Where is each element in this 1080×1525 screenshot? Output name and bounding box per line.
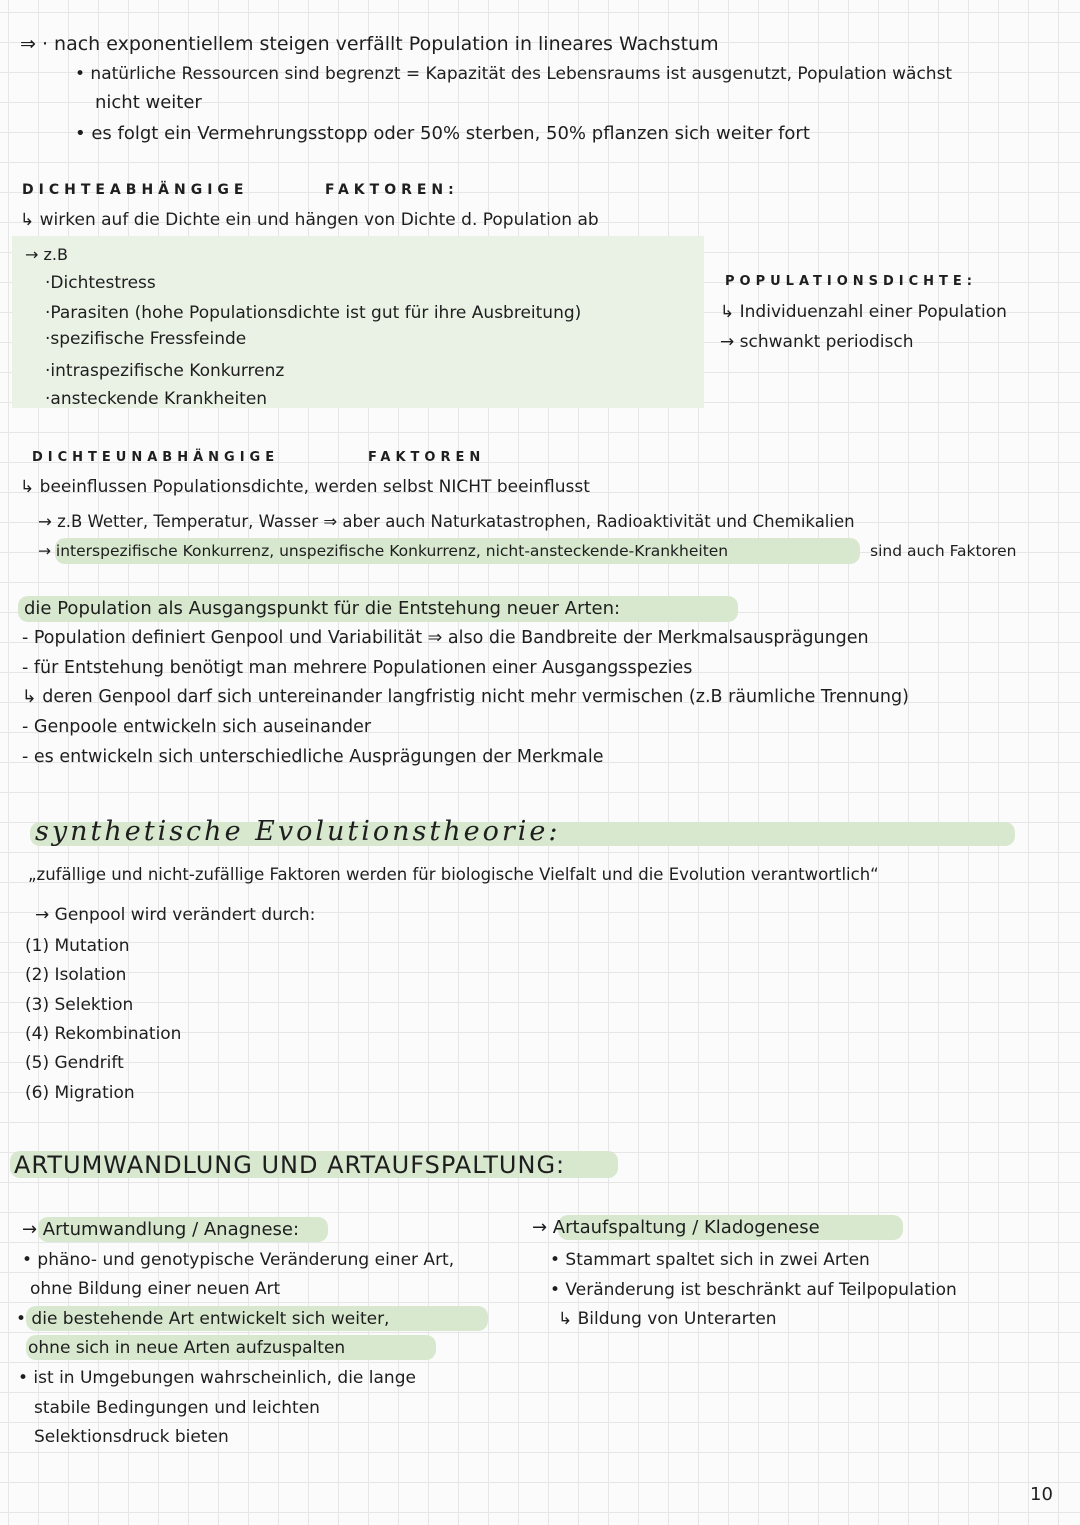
anagnese-line: Selektionsdruck bieten bbox=[34, 1427, 229, 1447]
kladogenese-line: • Veränderung ist beschränkt auf Teilpopulation bbox=[550, 1280, 957, 1300]
synthetisch-intro: → Genpool wird verändert durch: bbox=[35, 905, 316, 925]
artentstehung-line: ↳ deren Genpool darf sich untereinander langfristig nicht mehr vermischen (z.B räumliche Trennung) bbox=[22, 687, 909, 707]
artentstehung-line: - Genpoole entwickeln sich auseinander bbox=[22, 717, 372, 737]
dichteabhaengig-item: ·ansteckende Krankheiten bbox=[45, 389, 268, 409]
synthetisch-factor: (6) Migration bbox=[25, 1083, 135, 1103]
dichteabhaengig-item: ·Dichtestress bbox=[45, 273, 156, 293]
synthetisch-factor: (2) Isolation bbox=[25, 965, 127, 985]
dichteabhaengig-title-b: FAKTOREN: bbox=[325, 182, 459, 198]
populationsdichte-title: POPULATIONSDICHTE: bbox=[725, 274, 977, 289]
anagnese-title: → Artumwandlung / Anagnese: bbox=[22, 1219, 300, 1240]
dichteabhaengig-zb: → z.B bbox=[25, 245, 68, 264]
dichteabhaengig-title-a: DICHTEABHÄNGIGE bbox=[22, 182, 249, 198]
dichteabhaengig-item: ·intraspezifische Konkurrenz bbox=[45, 361, 285, 381]
artumwandlung-title: ARTUMWANDLUNG UND ARTAUFSPALTUNG: bbox=[14, 1151, 566, 1179]
dichteunabhaengig-title-a: DICHTEUNABHÄNGIGE bbox=[32, 450, 280, 465]
artentstehung-line: - Population definiert Genpool und Variabilität ⇒ also die Bandbreite der Merkmalsausprägungen bbox=[22, 628, 869, 648]
dichteabhaengig-item: ·spezifische Fressfeinde bbox=[45, 329, 247, 349]
top-line-3: • es folgt ein Vermehrungsstopp oder 50% sterben, 50% pflanzen sich weiter fort bbox=[75, 123, 810, 144]
dichteunabhaengig-title-b: FAKTOREN bbox=[368, 450, 486, 465]
synthetisch-quote: „zufällige und nicht-zufällige Faktoren werden für biologische Vielfalt und die Evolution verantwortlich“ bbox=[28, 865, 879, 884]
top-line-2b: nicht weiter bbox=[95, 92, 202, 113]
dichteunabhaengig-line-2-rest: sind auch Faktoren bbox=[870, 542, 1017, 560]
synthetisch-factor: (5) Gendrift bbox=[25, 1053, 124, 1073]
anagnese-line: • die bestehende Art entwickelt sich weiter, bbox=[16, 1309, 390, 1329]
artentstehung-line: - es entwickeln sich unterschiedliche Ausprägungen der Merkmale bbox=[22, 747, 604, 767]
dichteunabhaengig-desc: ↳ beeinflussen Populationsdichte, werden selbst NICHT beeinflusst bbox=[20, 477, 590, 497]
synthetisch-factor: (4) Rekombination bbox=[25, 1024, 182, 1044]
anagnese-line: stabile Bedingungen und leichten bbox=[34, 1398, 320, 1418]
artentstehung-title: die Population als Ausgangspunkt für die Entstehung neuer Arten: bbox=[24, 598, 621, 619]
dichteabhaengig-desc: ↳ wirken auf die Dichte ein und hängen von Dichte d. Population ab bbox=[20, 210, 599, 230]
page-number: 10 bbox=[1030, 1484, 1053, 1505]
anagnese-line: ohne Bildung einer neuen Art bbox=[30, 1279, 281, 1299]
kladogenese-line: ↳ Bildung von Unterarten bbox=[558, 1309, 777, 1329]
top-line-1: ⇒ · nach exponentiellem steigen verfällt Population in lineares Wachstum bbox=[20, 33, 719, 55]
anagnese-line: ohne sich in neue Arten aufzuspalten bbox=[28, 1338, 346, 1358]
anagnese-line: • ist in Umgebungen wahrscheinlich, die lange bbox=[18, 1368, 416, 1388]
kladogenese-line: • Stammart spaltet sich in zwei Arten bbox=[550, 1250, 870, 1270]
dichteabhaengig-item: ·Parasiten (hohe Populationsdichte ist gut für ihre Ausbreitung) bbox=[45, 303, 582, 323]
dichteunabhaengig-line-1: → z.B Wetter, Temperatur, Wasser ⇒ aber auch Naturkatastrophen, Radioaktivität und Chemikalien bbox=[38, 512, 855, 531]
kladogenese-title: → Artaufspaltung / Kladogenese bbox=[532, 1217, 820, 1238]
populationsdichte-line-1: ↳ Individuenzahl einer Population bbox=[720, 302, 1007, 322]
top-line-2: • natürliche Ressourcen sind begrenzt = Kapazität des Lebensraums ist ausgenutzt, Population wächst bbox=[75, 64, 953, 84]
synthetisch-factor: (1) Mutation bbox=[25, 936, 130, 956]
synthetisch-title: synthetische Evolutionstheorie: bbox=[35, 816, 561, 847]
dichteunabhaengig-line-2-highlighted: → interspezifische Konkurrenz, unspezifische Konkurrenz, nicht-ansteckende-Krankheiten bbox=[38, 542, 729, 560]
artentstehung-line: - für Entstehung benötigt man mehrere Populationen einer Ausgangsspezies bbox=[22, 658, 693, 678]
anagnese-line: • phäno- und genotypische Veränderung einer Art, bbox=[22, 1250, 455, 1270]
populationsdichte-line-2: → schwankt periodisch bbox=[720, 332, 914, 352]
synthetisch-factor: (3) Selektion bbox=[25, 995, 134, 1015]
